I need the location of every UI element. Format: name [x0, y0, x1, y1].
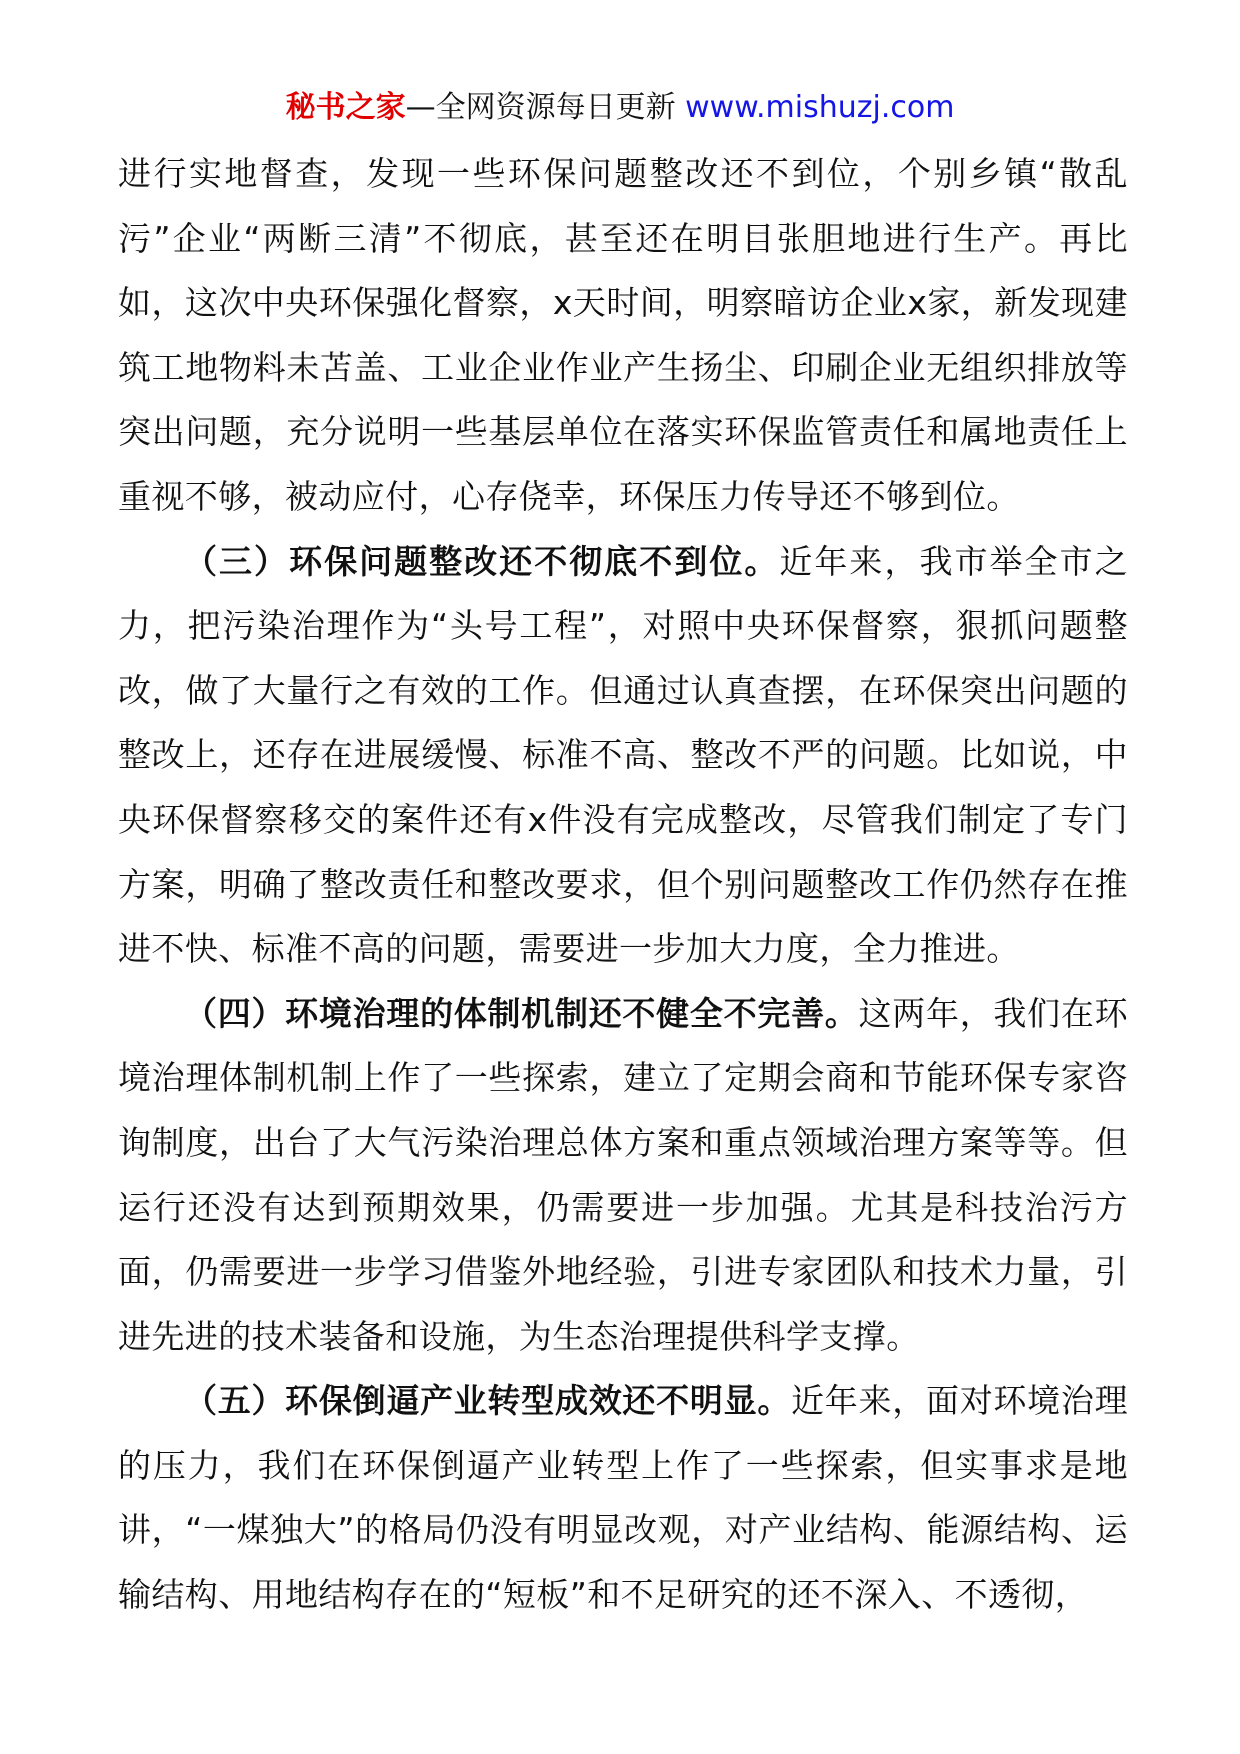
page-header [0, 88, 1240, 128]
paragraph-continued [118, 142, 1128, 530]
paragraph-section-4 [118, 982, 1128, 1370]
site-tagline: —全网资源每日更新 [405, 90, 676, 125]
paragraph-section-3 [118, 530, 1128, 982]
paragraph-text: 近年来，面对环境治理的压力，我们在环保倒逼产业转型上作了一些探索，但实事求是地讲，“一煤独大”的格局仍没有明显改观，对产业结构、能源结构、运输结构、用地结构存在的“短板”和不足研究的还不深入、不透彻， [118, 1381, 1129, 1615]
section-heading: （五）环保倒逼产业转型成效还不明显。 [184, 1381, 792, 1421]
section-heading: （四）环境治理的体制机制还不健全不完善。 [184, 993, 859, 1033]
paragraph-text: 进行实地督查，发现一些环保问题整改还不到位，个别乡镇“散乱污”企业“两断三清”不彻底，甚至还在明目张胆地进行生产。再比如，这次中央环保强化督察，x天时间，明察暗访企业x家，新发现建筑工地物料未苫盖、工业企业作业产生扬尘、印刷企业无组织排放等突出问题，充分说明一些基层单位在落实环保监管责任和属地责任上重视不够，被动应付，心存侥幸，环保压力传导还不够到位。 [118, 154, 1128, 516]
paragraph-text: 这两年，我们在环境治理体制机制上作了一些探索，建立了定期会商和节能环保专家咨询制度，出台了大气污染治理总体方案和重点领域治理方案等等。但运行还没有达到预期效果，仍需要进一步加强。尤其是科技治污方面，仍需要进一步学习借鉴外地经验，引进专家团队和技术力量，引进先进的技术装备和设施，为生态治理提供科学支撑。 [118, 993, 1129, 1356]
section-heading: （三）环保问题整改还不彻底不到位。 [184, 541, 780, 581]
site-brand: 秘书之家 [285, 90, 406, 125]
paragraph-text: 近年来，我市举全市之力，把污染治理作为“头号工程”，对照中央环保督察，狠抓问题整改，做了大量行之有效的工作。但通过认真查摆，在环保突出问题的整改上，还存在进展缓慢、标准不高、整改不严的问题。比如说，中央环保督察移交的案件还有x件没有完成整改，尽管我们制定了专门方案，明确了整改责任和整改要求，但个别问题整改工作仍然存在推进不快、标准不高的问题，需要进一步加大力度，全力推进。 [118, 541, 1128, 969]
site-url-link[interactable]: www.mishuzj.com [685, 90, 955, 125]
paragraph-section-5 [118, 1369, 1128, 1627]
document-body [118, 142, 1128, 1628]
